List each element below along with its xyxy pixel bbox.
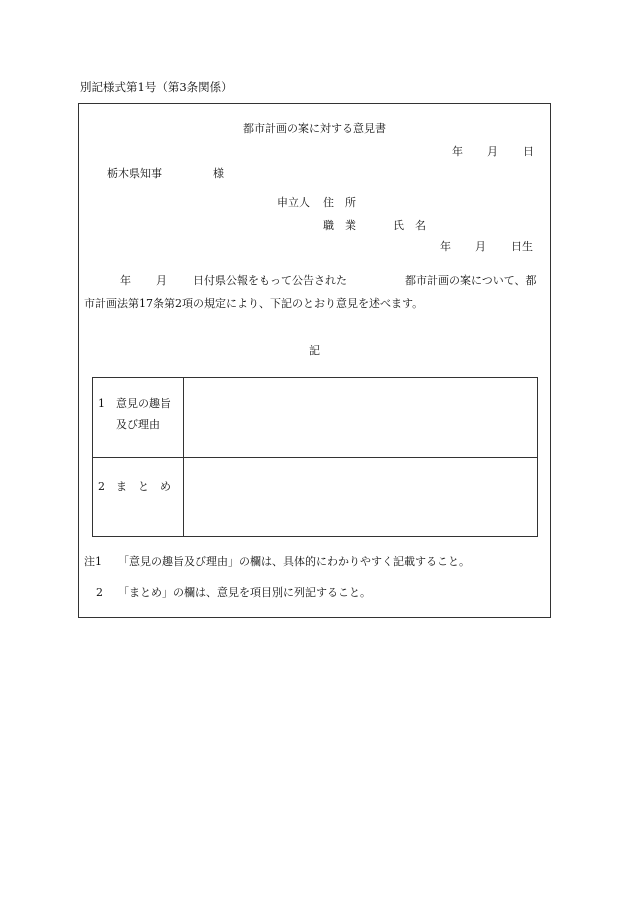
row1-label-line2: 及び理由 xyxy=(116,418,160,431)
applicant-role: 申立人 xyxy=(277,196,310,209)
birth-month: 月 xyxy=(475,240,486,253)
row2-number: 2 xyxy=(98,480,105,493)
row2-input-cell[interactable] xyxy=(185,460,535,534)
addressee-name: 栃木県知事 xyxy=(107,167,162,180)
body-month: 月 xyxy=(156,274,167,287)
form-number: 別記様式第1号（第3条関係） xyxy=(80,80,233,94)
body-line1-tail: 都市計画の案について、都 xyxy=(405,274,537,287)
ki-heading: 記 xyxy=(309,344,320,357)
address-label: 住 所 xyxy=(323,196,356,209)
name-label: 氏 名 xyxy=(393,219,426,232)
row2-label: ま と め xyxy=(116,480,171,493)
row1-input-cell[interactable] xyxy=(185,379,535,455)
row1-label-line1: 意見の趣旨 xyxy=(116,397,171,410)
date-year: 年 xyxy=(452,145,463,158)
body-year: 年 xyxy=(120,274,131,287)
birth-day: 日生 xyxy=(511,240,533,253)
note2-prefix: 2 xyxy=(96,586,103,599)
note1-text: 「意見の趣旨及び理由」の欄は、具体的にわかりやすく記載すること。 xyxy=(118,555,470,568)
date-day: 日 xyxy=(523,145,534,158)
table-row-divider xyxy=(93,457,537,458)
date-month: 月 xyxy=(487,145,498,158)
note2-text: 「まとめ」の欄は、意見を項目別に列記すること。 xyxy=(118,586,371,599)
body-line1-text: 日付県公報をもって公告された xyxy=(193,274,347,287)
note1-prefix: 注1 xyxy=(84,555,102,568)
row1-number: 1 xyxy=(98,397,105,410)
occupation-label: 職 業 xyxy=(323,219,356,232)
addressee-honorific: 様 xyxy=(213,167,224,180)
form-title: 都市計画の案に対する意見書 xyxy=(243,122,386,135)
birth-year: 年 xyxy=(440,240,451,253)
opinion-table xyxy=(92,377,538,537)
body-line2: 市計画法第17条第2項の規定により、下記のとおり意見を述べます。 xyxy=(84,297,424,310)
